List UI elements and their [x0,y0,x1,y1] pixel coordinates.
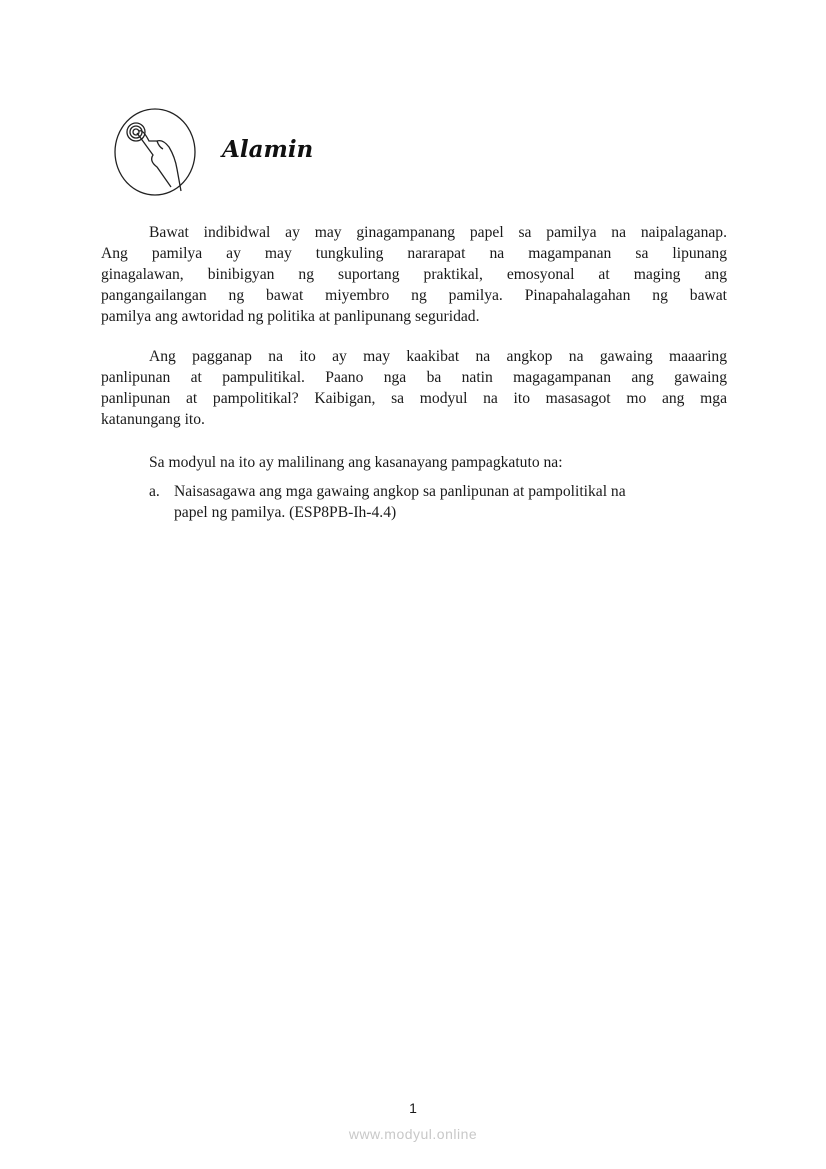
touch-hand-icon [113,107,197,197]
paragraph-line: pamilya ang awtoridad ng politika at panlipunang seguridad. [101,308,480,325]
list-marker: a. [149,483,160,500]
paragraph-2 [101,346,727,430]
page-number: 1 [409,1100,417,1116]
paragraph-line: katanungang ito. [101,411,205,428]
objectives-intro: Sa modyul na ito ay malilinang ang kasanayang pampagkatuto na: [149,454,563,471]
paragraph-1 [101,222,727,327]
section-title: Alamin [222,136,314,163]
paragraph-line: ginagalawan, binibigyan ng suportang praktikal, emosyonal at maging ang [101,266,727,283]
watermark: www.modyul.online [348,1126,478,1142]
objective-line: papel ng pamilya. (ESP8PB-Ih-4.4) [174,504,397,521]
paragraph-line: pangangailangan ng bawat miyembro ng pamilya. Pinapahalagahan ng bawat [101,287,727,304]
paragraph-line: panlipunan at pampolitikal? Kaibigan, sa modyul na ito masasagot mo ang mga [101,390,727,407]
objective-line: Naisasagawa ang mga gawaing angkop sa panlipunan at pampolitikal na [174,483,626,500]
paragraph-line: Ang pamilya ay may tungkuling nararapat na magampanan sa lipunang [101,245,727,262]
paragraph-line: Ang pagganap na ito ay may kaakibat na angkop na gawaing maaaring [149,348,727,365]
paragraph-line: Bawat indibidwal ay may ginagampanang papel sa pamilya na naipalaganap. [149,224,727,241]
paragraph-line: panlipunan at pampulitikal. Paano nga ba natin magagampanan ang gawaing [101,369,727,386]
